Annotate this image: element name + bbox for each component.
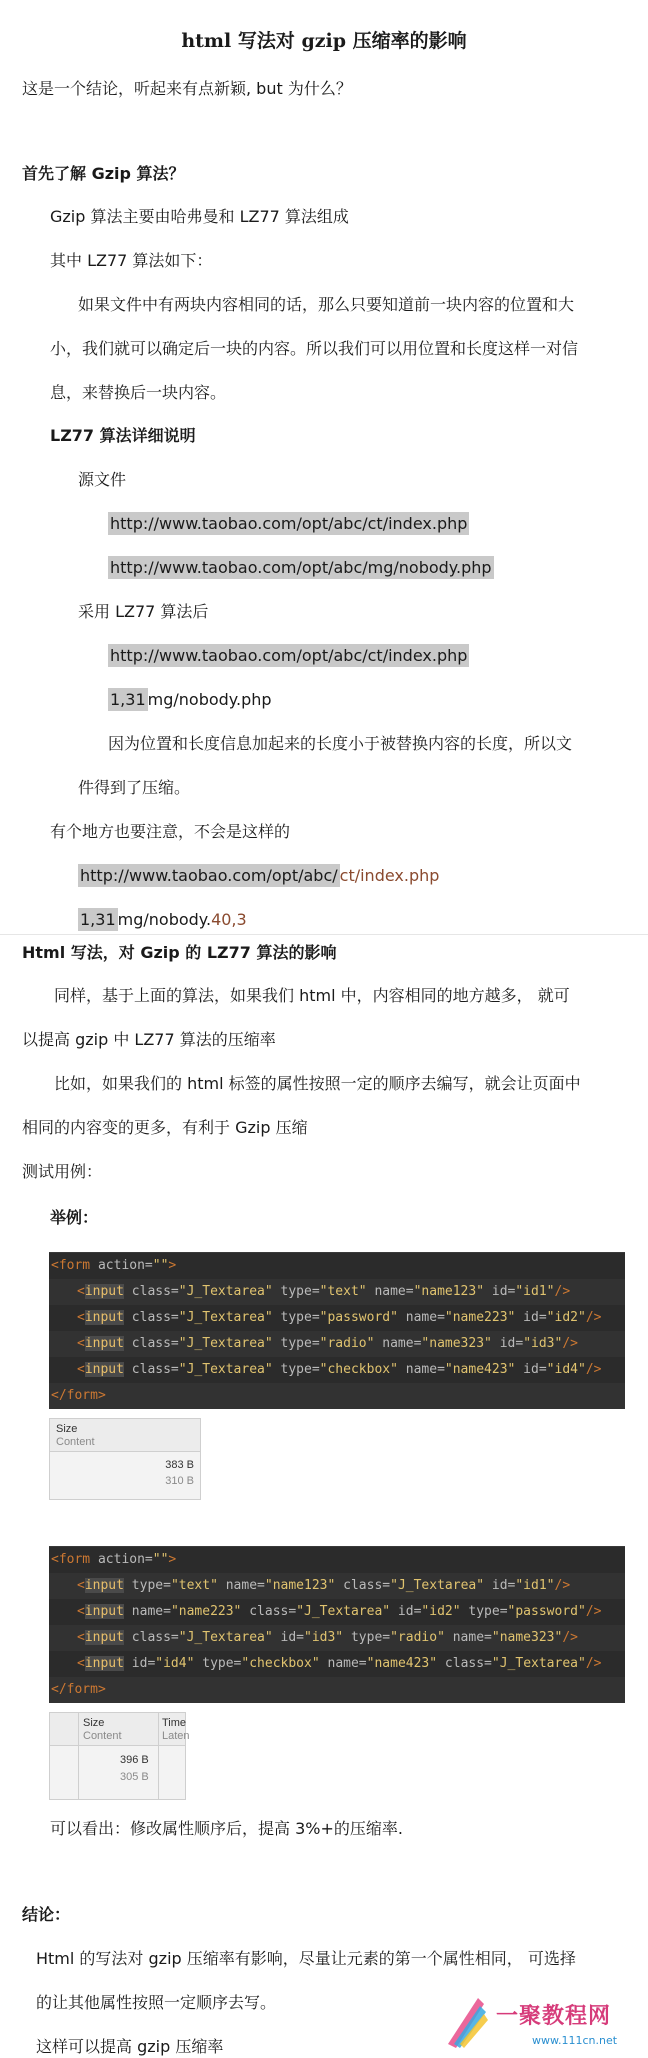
time-label-2: Time <box>162 1717 187 1729</box>
conclusion-line1: Html 的写法对 gzip 压缩率有影响，尽量让元素的第一个属性相同， 可选择 <box>36 1949 576 1968</box>
source-url-2-text: http://www.taobao.com/opt/abc/mg/nobody.php <box>110 558 492 577</box>
wrong-url-2 <box>78 909 247 931</box>
code-attr-value: "name223" <box>170 1604 242 1619</box>
panel-2-col-divider-1 <box>78 1713 79 1799</box>
content-value-1: 310 B <box>165 1475 194 1487</box>
code-open-attr: action= <box>90 1552 153 1567</box>
code-input-tag: input <box>84 1362 124 1377</box>
html-desc-line2: 以提高 gzip 中 LZ77 算法的压缩率 <box>22 1030 276 1049</box>
compressed-ref: 1,31 <box>110 690 146 709</box>
code-self-close: /> <box>562 1630 578 1645</box>
code-attr-value: "name123" <box>413 1284 485 1299</box>
section-heading-html: Html 写法，对 Gzip 的 LZ77 算法的影响 <box>22 943 337 962</box>
code-attr-value: "J_Textarea" <box>178 1362 273 1377</box>
code-bracket: < <box>77 1604 85 1619</box>
code-attr-value: "password" <box>319 1310 398 1325</box>
code-attr-name: type= <box>272 1336 320 1351</box>
latency-label-2: Laten <box>162 1730 190 1742</box>
code-close-tag: </form> <box>51 1682 106 1697</box>
reason-line2: 件得到了压缩。 <box>78 778 191 797</box>
code-attr-value: "J_Textarea" <box>178 1284 273 1299</box>
code-attr-name: type= <box>123 1578 171 1593</box>
code-attr-name: class= <box>123 1310 179 1325</box>
code-attr-value: "name323" <box>491 1630 563 1645</box>
code-attr-name: name= <box>319 1656 367 1671</box>
code-line-open <box>51 1253 176 1279</box>
code-attr-value: "J_Textarea" <box>390 1578 485 1593</box>
code-attr-value: "text" <box>170 1578 218 1593</box>
example-label: 举例： <box>50 1208 99 1227</box>
site-watermark <box>440 1992 640 2052</box>
size-label-2: Size <box>83 1717 105 1729</box>
code-attr-value: "id4" <box>155 1656 195 1671</box>
result-text: 可以看出：修改属性顺序后，提高 3%+的压缩率. <box>50 1819 403 1838</box>
code-self-close: /> <box>585 1656 602 1671</box>
code-attr-name: name= <box>217 1578 265 1593</box>
code-attr-value: "J_Textarea" <box>296 1604 391 1619</box>
content-label-2: Content <box>83 1730 122 1742</box>
code-self-close: /> <box>554 1284 571 1299</box>
source-url-1 <box>108 513 469 535</box>
code-bracket: < <box>77 1656 85 1671</box>
code-open-attr: action= <box>90 1258 153 1273</box>
code-attr-name: type= <box>460 1604 508 1619</box>
code-bracket: < <box>77 1578 85 1593</box>
code-open-tag: <form <box>51 1258 91 1273</box>
code-attr-value: "name223" <box>444 1310 516 1325</box>
code-attr-name: id= <box>515 1310 547 1325</box>
code-attr-value: "radio" <box>390 1630 445 1645</box>
conclusion-line2: 的让其他属性按照一定顺序去写。 <box>36 1993 277 2012</box>
code-line <box>77 1625 578 1651</box>
compressed-url-2 <box>108 689 272 711</box>
section-heading-gzip: 首先了解 Gzip 算法？ <box>22 164 185 183</box>
code-input-tag: input <box>84 1310 124 1325</box>
code-attr-name: id= <box>390 1604 422 1619</box>
html-desc-line3: 比如，如果我们的 html 标签的属性按照一定的顺序去编写，就会让页面中 <box>54 1074 581 1093</box>
code-attr-name: class= <box>123 1284 179 1299</box>
lz77-desc-line1: 如果文件中有两块内容相同的话，那么只要知道前一块内容的位置和大 <box>78 295 575 314</box>
code-attr-value: "text" <box>319 1284 367 1299</box>
after-lz77-label: 采用 LZ77 算法后 <box>78 602 209 621</box>
code-open-tag: <form <box>51 1552 91 1567</box>
code-row-stripe <box>49 1677 625 1703</box>
section-divider <box>0 934 648 935</box>
code-open-value: "" <box>152 1552 169 1567</box>
code-line <box>77 1279 570 1305</box>
code-line <box>77 1357 601 1383</box>
code-attr-name: type= <box>194 1656 242 1671</box>
code-self-close: /> <box>554 1578 571 1593</box>
code-block-2 <box>49 1546 625 1701</box>
code-attr-value: "name123" <box>264 1578 336 1593</box>
code-bracket: < <box>77 1630 85 1645</box>
code-attr-value: "radio" <box>319 1336 375 1351</box>
source-file-label: 源文件 <box>78 470 127 489</box>
size-value-1: 383 B <box>165 1459 194 1471</box>
intro-text: 这是一个结论，听起来有点新颖, but 为什么？ <box>22 79 352 98</box>
code-line <box>77 1599 601 1625</box>
code-attr-name: name= <box>366 1284 414 1299</box>
conclusion-line3: 这样可以提高 gzip 压缩率 <box>36 2037 224 2056</box>
code-attr-name: type= <box>272 1362 320 1377</box>
code-line <box>77 1305 601 1331</box>
code-row-stripe <box>49 1383 625 1409</box>
code-attr-name: name= <box>374 1336 422 1351</box>
code-block-1 <box>49 1252 625 1407</box>
code-input-tag: input <box>84 1604 124 1619</box>
code-attr-value: "id4" <box>546 1362 586 1377</box>
caution-note: 有个地方也要注意，不会是这样的 <box>50 822 291 841</box>
code-attr-value: "J_Textarea" <box>491 1656 586 1671</box>
code-bracket: < <box>77 1284 85 1299</box>
code-attr-value: "id3" <box>523 1336 563 1351</box>
code-input-tag: input <box>84 1656 124 1671</box>
html-desc-line4: 相同的内容变的更多，有利于 Gzip 压缩 <box>22 1118 308 1137</box>
code-attr-name: class= <box>437 1656 492 1671</box>
wrong-url-1-highlight: http://www.taobao.com/opt/abc/ <box>80 866 338 885</box>
code-attr-name: id= <box>484 1578 516 1593</box>
content-value-2: 305 B <box>120 1771 149 1783</box>
wrong-url-1 <box>78 865 439 887</box>
code-attr-name: type= <box>272 1284 320 1299</box>
compressed-url-1-text: http://www.taobao.com/opt/abc/ct/index.php <box>110 646 468 665</box>
lz77-intro: 其中 LZ77 算法如下： <box>50 251 213 270</box>
test-case-label: 测试用例： <box>22 1162 103 1181</box>
code-self-close: /> <box>585 1310 602 1325</box>
gzip-composition: Gzip 算法主要由哈弗曼和 LZ77 算法组成 <box>50 207 349 226</box>
code-bracket: < <box>77 1310 85 1325</box>
page-title: html 写法对 gzip 压缩率的影响 <box>181 30 467 52</box>
code-line <box>77 1331 578 1357</box>
code-attr-value: "id3" <box>304 1630 344 1645</box>
wrong-url-1-rest: ct/index.php <box>339 866 440 885</box>
watermark-url: www.111cn.net <box>532 2034 618 2047</box>
lz77-desc-line3: 息，来替换后一块内容。 <box>50 383 227 402</box>
code-attr-name: name= <box>123 1604 171 1619</box>
source-url-1-text: http://www.taobao.com/opt/abc/ct/index.php <box>110 514 468 533</box>
code-line <box>77 1651 601 1677</box>
code-attr-name: class= <box>123 1630 179 1645</box>
code-attr-value: "id1" <box>515 1284 555 1299</box>
code-attr-value: "checkbox" <box>319 1362 398 1377</box>
code-attr-name: class= <box>241 1604 297 1619</box>
code-attr-name: type= <box>343 1630 391 1645</box>
code-line-open <box>51 1547 176 1573</box>
code-input-tag: input <box>84 1284 124 1299</box>
html-desc-line1: 同样，基于上面的算法，如果我们 html 中，内容相同的地方越多， 就可 <box>54 986 570 1005</box>
lz77-desc-line2: 小，我们就可以确定后一块的内容。所以我们可以用位置和长度这样一对信 <box>50 339 579 358</box>
code-attr-name: class= <box>335 1578 391 1593</box>
code-input-tag: input <box>84 1336 124 1351</box>
source-url-2 <box>108 557 494 579</box>
watermark-brand: 一聚教程网 <box>496 2004 612 2029</box>
code-attr-name: id= <box>491 1336 524 1351</box>
code-self-close: /> <box>562 1336 578 1351</box>
code-open-bracket: > <box>168 1258 177 1273</box>
code-attr-value: "J_Textarea" <box>178 1336 273 1351</box>
code-attr-value: "name423" <box>444 1362 516 1377</box>
reason-line1: 因为位置和长度信息加起来的长度小于被替换内容的长度，所以文 <box>108 734 573 753</box>
code-attr-name: id= <box>272 1630 304 1645</box>
code-attr-value: "name423" <box>366 1656 438 1671</box>
code-open-bracket: > <box>168 1552 177 1567</box>
wrong-ref: 1,31 <box>80 910 116 929</box>
code-attr-name: name= <box>397 1310 445 1325</box>
code-attr-name: type= <box>272 1310 320 1325</box>
code-input-tag: input <box>84 1578 124 1593</box>
code-attr-name: id= <box>515 1362 547 1377</box>
code-close-tag: </form> <box>51 1388 106 1403</box>
code-attr-value: "J_Textarea" <box>178 1310 273 1325</box>
compressed-rest: mg/nobody.php <box>147 690 272 709</box>
code-self-close: /> <box>585 1362 602 1377</box>
code-attr-name: name= <box>397 1362 445 1377</box>
code-attr-name: id= <box>484 1284 516 1299</box>
code-attr-value: "id2" <box>546 1310 586 1325</box>
code-line-close <box>51 1383 106 1409</box>
lz77-detail-heading: LZ77 算法详细说明 <box>50 426 196 445</box>
code-open-value: "" <box>152 1258 169 1273</box>
code-attr-value: "id1" <box>515 1578 555 1593</box>
code-attr-value: "checkbox" <box>241 1656 320 1671</box>
size-panel-1 <box>49 1418 201 1500</box>
content-label-1: Content <box>56 1436 95 1448</box>
code-attr-name: id= <box>123 1656 156 1671</box>
wrong-mid: mg/nobody. <box>117 910 212 929</box>
code-self-close: /> <box>585 1604 602 1619</box>
code-bracket: < <box>77 1362 85 1377</box>
code-attr-value: "password" <box>507 1604 586 1619</box>
code-attr-value: "id2" <box>421 1604 461 1619</box>
compressed-url-1 <box>108 645 469 667</box>
wrong-tail: 40,3 <box>211 910 247 929</box>
code-attr-value: "J_Textarea" <box>178 1630 273 1645</box>
code-attr-name: class= <box>123 1336 179 1351</box>
panel-2-col-divider-2 <box>158 1713 159 1799</box>
code-attr-name: name= <box>444 1630 492 1645</box>
code-bracket: < <box>77 1336 85 1351</box>
size-value-2: 396 B <box>120 1754 149 1766</box>
code-attr-value: "name323" <box>421 1336 492 1351</box>
code-input-tag: input <box>84 1630 124 1645</box>
code-attr-name: class= <box>123 1362 179 1377</box>
code-line-close <box>51 1677 106 1703</box>
section-heading-conclusion: 结论： <box>22 1905 71 1924</box>
code-line <box>77 1573 570 1599</box>
size-panel-2 <box>49 1712 190 1800</box>
size-label-1: Size <box>56 1423 78 1435</box>
